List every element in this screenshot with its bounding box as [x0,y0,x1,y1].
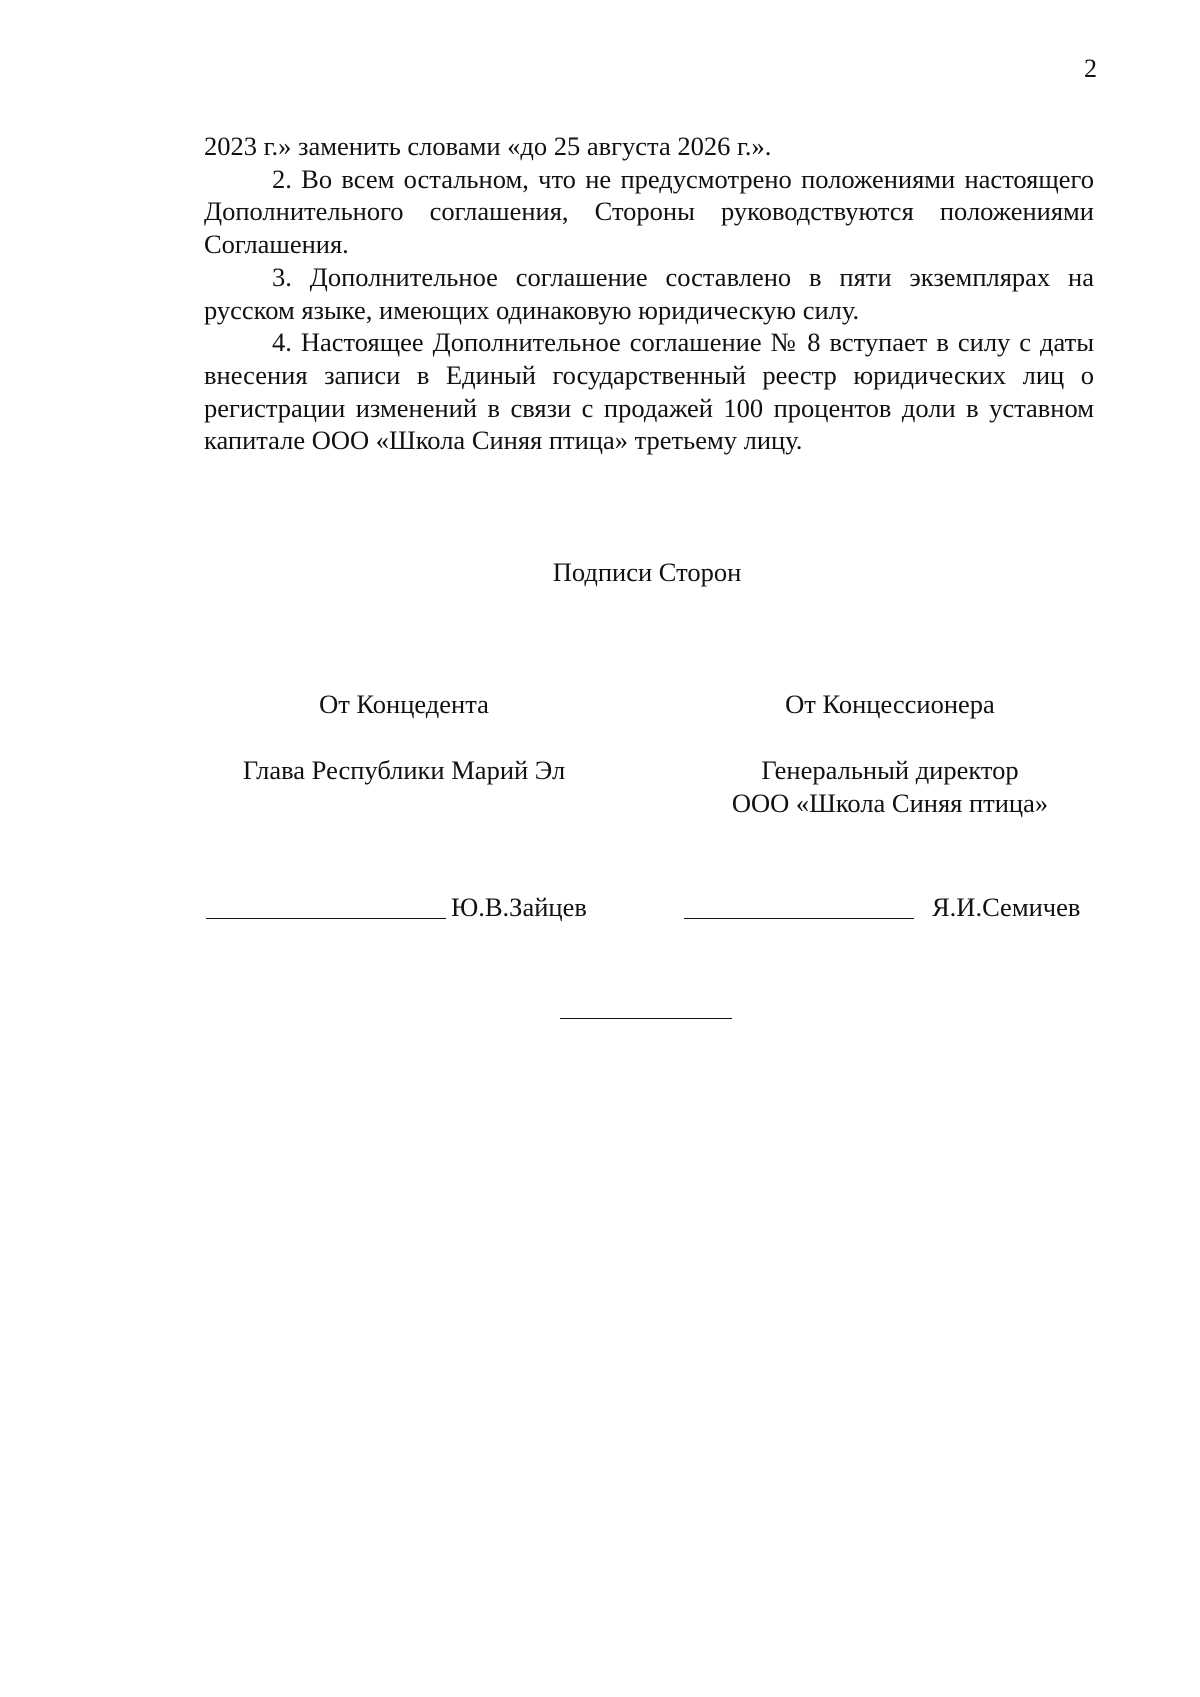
paragraph-3: 3. Дополнительное соглашение составлено в пяти экземплярах на русском языке, имеющих одинаковую юридическую силу. [204,261,1094,325]
signatures-heading: Подписи Сторон [552,557,742,587]
concessionaire-signer-name: Я.И.Семичев [932,892,1081,922]
paragraph-2: 2. Во всем остальном, что не предусмотрено положениями настоящего Дополнительного соглашения, Стороны руководствуются положениями Соглашения. [204,163,1094,260]
page-number: 2 [1084,54,1097,83]
concessionaire-from: От Концессионера [785,689,995,719]
grantor-position: Глава Республики Марий Эл [242,755,566,785]
paragraph-continuation: 2023 г.» заменить словами «до 25 августа 2026 г.». [204,131,772,161]
paragraph-4: 4. Настоящее Дополнительное соглашение № 8 вступает в силу с даты внесения записи в Единый государственный реестр юридических лиц о регистрации изменений в связи с продажей 100 процентов доли в уставном капитале ООО «Школа Синяя птица» третьему лицу. [204,327,1094,456]
concessionaire-signature-line [684,918,914,919]
end-of-document-rule [560,1018,732,1019]
concessionaire-position-title: Генеральный директор [761,755,1019,785]
grantor-signature-line [206,918,446,919]
concessionaire-position-company: ООО «Школа Синяя птица» [731,787,1049,818]
grantor-signer-name: Ю.В.Зайцев [451,892,587,922]
document-body [204,130,1094,457]
concessionaire-position [680,754,1100,819]
grantor-from: От Концедента [319,689,489,719]
